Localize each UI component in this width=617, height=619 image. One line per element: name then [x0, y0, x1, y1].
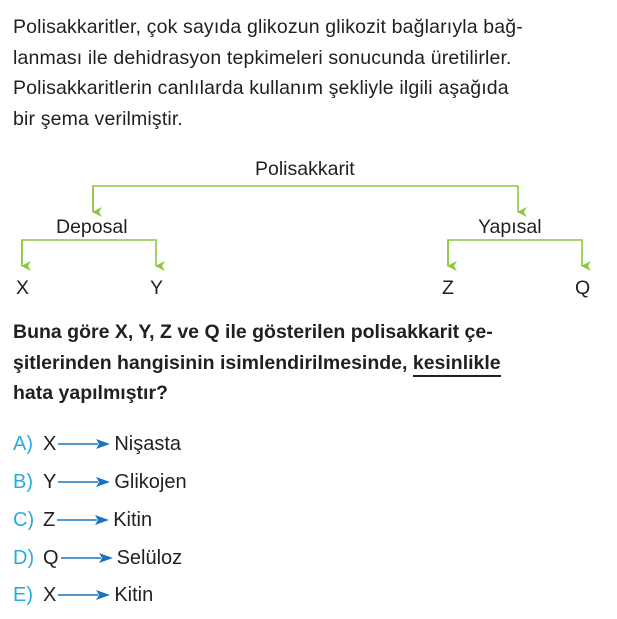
question-text: şitlerinden hangisinin isimlendirilmesinde, [13, 351, 413, 374]
intro-line: bir şema verilmiştir. [13, 107, 184, 130]
option-c[interactable] [13, 507, 152, 533]
option-variable: X [43, 433, 57, 455]
option-letter: A) [13, 433, 33, 455]
option-variable: X [43, 584, 57, 606]
intro-line: Polisakkaritler, çok sayıda glikozun glikozit bağlarıyla bağ- [13, 16, 523, 38]
option-answer: Kitin [113, 509, 153, 531]
leaf-x: X [16, 277, 30, 299]
right-arrow-icon [61, 552, 113, 564]
question-line: hata yapılmıştır? [13, 382, 168, 404]
option-b[interactable] [13, 469, 187, 495]
option-variable: Z [43, 509, 56, 531]
yapisal-label: Yapısal [478, 216, 542, 238]
question-line: Buna göre X, Y, Z ve Q ile gösterilen polisakkarit çe- [13, 321, 493, 343]
option-answer: Glikojen [114, 471, 187, 493]
deposal-label: Deposal [56, 216, 128, 238]
option-answer: Kitin [114, 584, 154, 606]
question-line [13, 348, 605, 379]
option-e[interactable] [13, 582, 153, 608]
option-answer: Nişasta [114, 433, 182, 455]
emphasis-underlined: kesinlikle [413, 352, 501, 377]
option-d[interactable] [13, 545, 182, 571]
intro-line: Polisakkaritlerin canlılarda kullanım şekliyle ilgili aşağıda [13, 77, 509, 99]
right-arrow-icon [58, 589, 110, 601]
intro-line: lanması ile dehidrasyon tepkimeleri sonucunda üretilirler. [13, 46, 512, 69]
option-variable: Q [43, 547, 59, 569]
option-variable: Y [43, 471, 57, 493]
leaf-y: Y [150, 277, 164, 299]
root-label: Polisakkarit [255, 158, 355, 180]
right-arrow-icon [58, 438, 110, 450]
option-letter: D) [13, 547, 35, 569]
option-a[interactable] [13, 431, 181, 457]
yapisal-connector [448, 240, 582, 266]
option-answer: Selüloz [116, 547, 183, 569]
question-stem [13, 317, 605, 409]
right-arrow-icon [58, 476, 110, 488]
right-arrow-icon [57, 514, 109, 526]
option-letter: C) [13, 509, 35, 531]
leaf-z: Z [442, 277, 454, 299]
root-connector [93, 186, 518, 212]
leaf-q: Q [575, 277, 591, 299]
option-letter: B) [13, 471, 33, 493]
option-letter: E) [13, 584, 33, 606]
deposal-connector [22, 240, 156, 266]
